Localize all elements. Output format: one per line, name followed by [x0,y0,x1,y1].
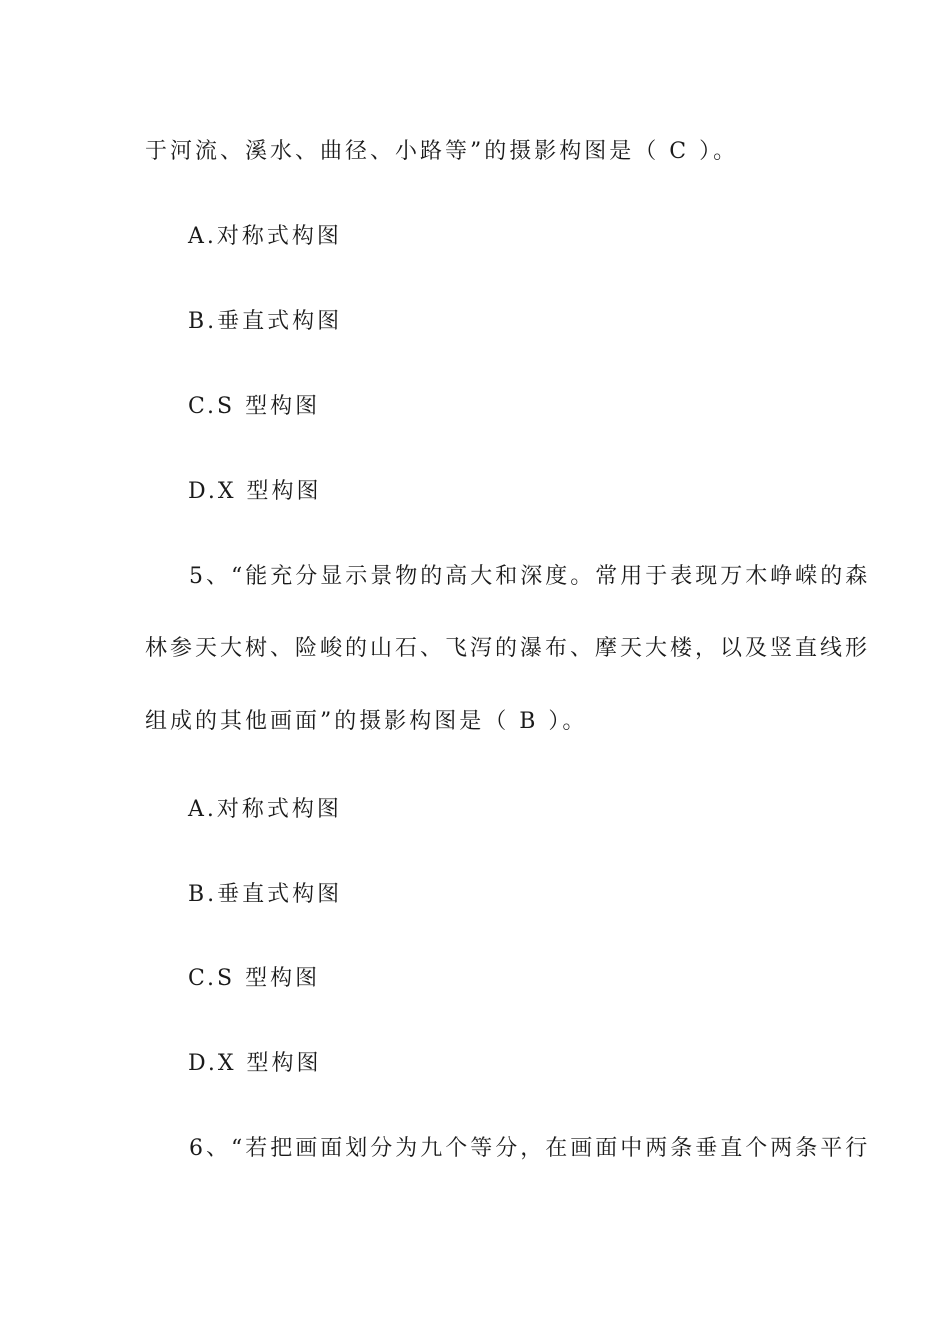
question-4-option-a: A.对称式构图 [188,224,342,249]
question-5-option-a: A.对称式构图 [188,797,342,822]
question-5-option-c: C.S 型构图 [188,966,321,991]
question-5-option-b: B.垂直式构图 [188,882,343,907]
question-5-line-3: 组成的其他画面”的摄影构图是（ B ）。 [145,709,588,734]
question-4-option-b: B.垂直式构图 [188,309,343,334]
question-4-option-c: C.S 型构图 [188,394,321,419]
question-5-line-1: 5、“能充分显示景物的高大和深度。常用于表现万木峥嵘的森 [189,564,871,589]
question-4-text-tail: 于河流、溪水、曲径、小路等”的摄影构图是（ C ）。 [145,139,739,164]
question-5-option-d: D.X 型构图 [188,1051,322,1076]
question-4-option-d: D.X 型构图 [188,479,322,504]
question-5-line-2: 林参天大树、险峻的山石、飞泻的瀑布、摩天大楼，以及竖直线形 [145,636,871,661]
question-6-line-1: 6、“若把画面划分为九个等分，在画面中两条垂直个两条平行 [189,1136,871,1161]
